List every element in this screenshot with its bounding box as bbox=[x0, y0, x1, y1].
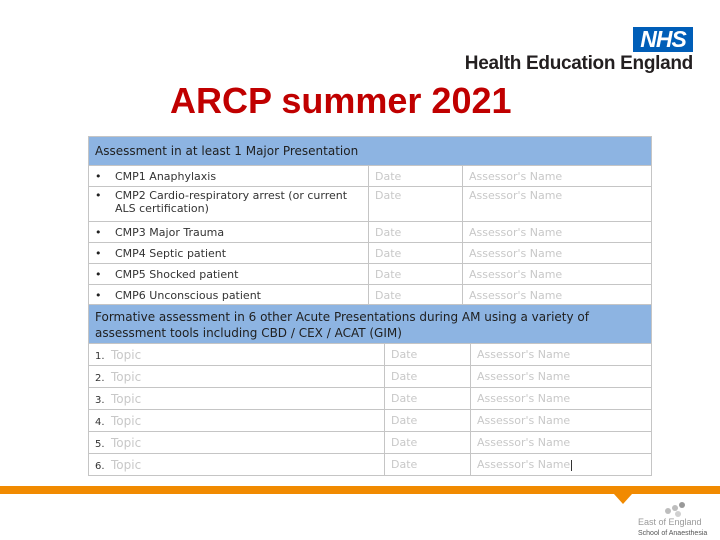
org-name: Health Education England bbox=[464, 53, 693, 74]
date-field[interactable]: Date bbox=[385, 366, 471, 388]
row-number: 4. bbox=[95, 416, 105, 428]
topic-placeholder: Topic bbox=[111, 413, 142, 428]
topic-placeholder: Topic bbox=[111, 435, 142, 450]
table-row bbox=[89, 432, 652, 454]
presentation-cell bbox=[89, 243, 369, 264]
school-logo-icon bbox=[655, 502, 695, 516]
major-presentation-table bbox=[88, 136, 652, 306]
date-field[interactable]: Date bbox=[369, 222, 463, 243]
date-field[interactable]: Date bbox=[385, 344, 471, 366]
date-field[interactable]: Date bbox=[369, 285, 463, 306]
date-field[interactable]: Date bbox=[385, 388, 471, 410]
bullet-icon: • bbox=[95, 169, 102, 183]
presentation-cell bbox=[89, 264, 369, 285]
table-row bbox=[89, 366, 652, 388]
bullet-icon: • bbox=[95, 267, 102, 281]
assessor-field[interactable]: Assessor's Name bbox=[471, 388, 652, 410]
table-row bbox=[89, 166, 652, 187]
presentation-name: CMP5 Shocked patient bbox=[115, 267, 239, 281]
topic-cell[interactable] bbox=[89, 388, 385, 410]
slide-title: ARCP summer 2021 bbox=[170, 80, 512, 121]
presentation-cell bbox=[89, 166, 369, 187]
assessor-placeholder: Assessor's Name bbox=[477, 458, 571, 471]
presentation-cell bbox=[89, 285, 369, 306]
table-row bbox=[89, 264, 652, 285]
topic-cell[interactable] bbox=[89, 432, 385, 454]
formative-assessment-table bbox=[88, 304, 652, 476]
presentation-cell bbox=[89, 222, 369, 243]
table-row bbox=[89, 410, 652, 432]
formative-table-heading: Formative assessment in 6 other Acute Presentations during AM using a variety of assessment tools including CBD / CEX / ACAT (GIM) bbox=[89, 305, 652, 344]
date-field[interactable]: Date bbox=[369, 243, 463, 264]
assessor-field[interactable]: Assessor's Name bbox=[471, 432, 652, 454]
row-number: 2. bbox=[95, 372, 105, 384]
footer-notch bbox=[614, 494, 632, 504]
bullet-icon: • bbox=[95, 189, 102, 202]
row-number: 3. bbox=[95, 394, 105, 406]
presentation-cell bbox=[89, 187, 369, 222]
table-row bbox=[89, 454, 652, 476]
presentation-name: CMP1 Anaphylaxis bbox=[115, 169, 217, 183]
assessor-field[interactable]: Assessor's Name bbox=[463, 243, 652, 264]
bullet-icon: • bbox=[95, 246, 102, 260]
date-field[interactable]: Date bbox=[385, 410, 471, 432]
nhs-logo: NHS bbox=[633, 27, 693, 52]
assessor-field[interactable]: Assessor's Name bbox=[471, 366, 652, 388]
row-number: 6. bbox=[95, 460, 105, 472]
assessor-field[interactable]: Assessor's Name bbox=[471, 344, 652, 366]
presentation-name: CMP3 Major Trauma bbox=[115, 225, 225, 239]
topic-cell[interactable] bbox=[89, 410, 385, 432]
topic-cell[interactable] bbox=[89, 366, 385, 388]
school-subtitle: School of Anaesthesia bbox=[638, 530, 708, 537]
table-row bbox=[89, 285, 652, 306]
row-number: 1. bbox=[95, 350, 105, 362]
assessor-field[interactable]: Assessor's Name bbox=[463, 187, 652, 222]
major-table-heading: Assessment in at least 1 Major Presentation bbox=[89, 137, 652, 166]
date-field[interactable]: Date bbox=[385, 432, 471, 454]
school-name: East of England bbox=[638, 517, 702, 527]
date-field[interactable]: Date bbox=[369, 187, 463, 222]
assessor-field[interactable]: Assessor's Name bbox=[463, 166, 652, 187]
row-number: 5. bbox=[95, 438, 105, 450]
bullet-icon: • bbox=[95, 225, 102, 239]
presentation-name: CMP6 Unconscious patient bbox=[115, 288, 261, 302]
text-cursor bbox=[571, 460, 572, 471]
presentation-name: CMP4 Septic patient bbox=[115, 246, 227, 260]
assessor-field[interactable]: Assessor's Name bbox=[463, 264, 652, 285]
topic-placeholder: Topic bbox=[111, 369, 142, 384]
table-row bbox=[89, 344, 652, 366]
footer-bar bbox=[0, 486, 720, 494]
table-row bbox=[89, 243, 652, 264]
assessor-field[interactable]: Assessor's Name bbox=[463, 222, 652, 243]
topic-placeholder: Topic bbox=[111, 457, 142, 472]
assessor-field[interactable]: Assessor's Name bbox=[471, 410, 652, 432]
topic-placeholder: Topic bbox=[111, 391, 142, 406]
table-row bbox=[89, 222, 652, 243]
topic-cell[interactable] bbox=[89, 454, 385, 476]
presentation-name: CMP2 Cardio-respiratory arrest (or current ALS certification) bbox=[115, 189, 348, 215]
bullet-icon: • bbox=[95, 288, 102, 302]
table-row bbox=[89, 187, 652, 222]
date-field[interactable]: Date bbox=[369, 264, 463, 285]
assessor-field[interactable]: Assessor's Name bbox=[463, 285, 652, 306]
date-field[interactable]: Date bbox=[369, 166, 463, 187]
table-row bbox=[89, 388, 652, 410]
topic-cell[interactable] bbox=[89, 344, 385, 366]
date-field[interactable]: Date bbox=[385, 454, 471, 476]
assessor-field[interactable] bbox=[471, 454, 652, 476]
topic-placeholder: Topic bbox=[111, 347, 142, 362]
